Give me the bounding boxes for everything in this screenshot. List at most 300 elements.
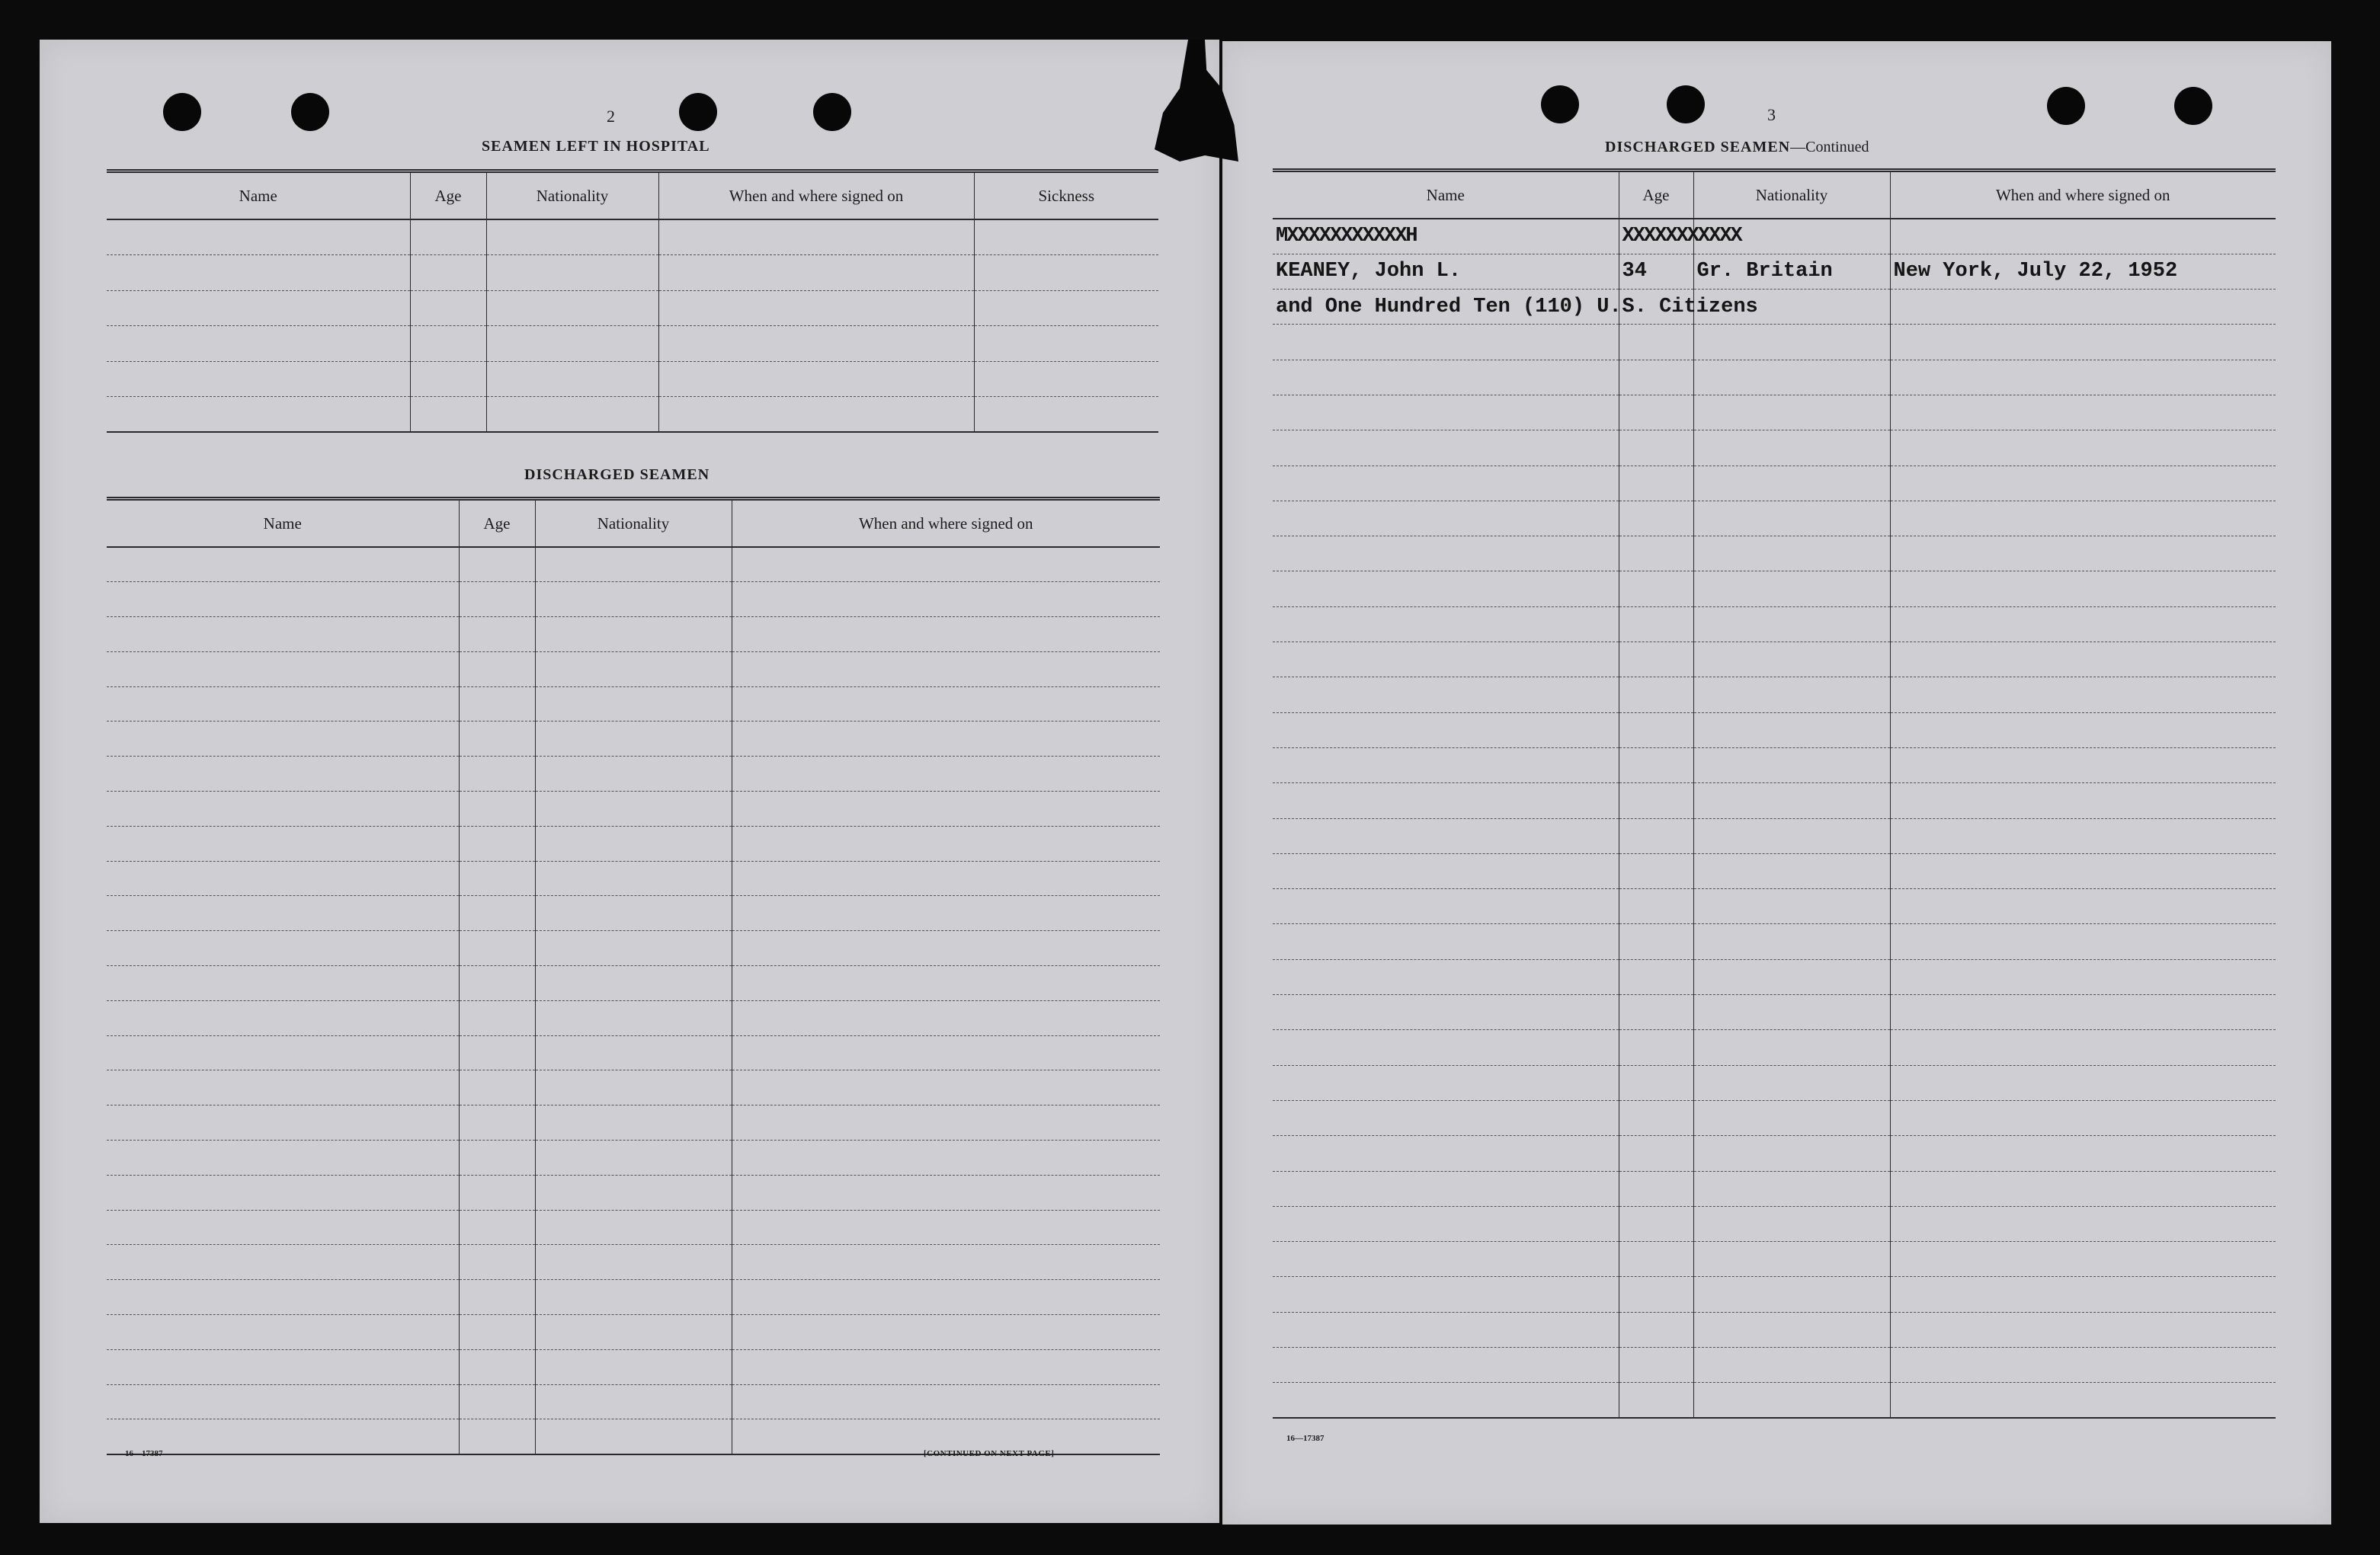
column-header-when-and-where-signed-on: When and where signed on [732,499,1160,548]
table-cell-signed-on [732,966,1160,1001]
punch-hole [679,93,717,131]
table-cell-nationality [486,290,658,326]
table-row [107,826,1160,861]
table-cell-age [459,826,535,861]
table-cell-signed-on [1890,1100,2276,1135]
table-cell-nationality [1693,924,1890,959]
table-cell-nationality [535,826,732,861]
table-row [1273,747,2276,782]
table-cell-signed-on [732,792,1160,827]
table-cell-age [410,290,486,326]
table-cell-name [1273,1242,1619,1277]
table-cell-nationality [486,361,658,397]
table-cell-signed-on [1890,747,2276,782]
table-cell-name [1273,1171,1619,1206]
table-row [107,326,1158,362]
table-row [1273,219,2276,254]
column-header-age: Age [459,499,535,548]
table-row [107,651,1160,686]
table-cell-name [1273,1030,1619,1065]
table-row [107,896,1160,931]
table-cell-age [459,1245,535,1280]
table-row [1273,430,2276,466]
table-cell-name [1273,1100,1619,1135]
table-cell-nationality [486,397,658,433]
table-row [1273,1136,2276,1171]
table-cell-name [1273,1065,1619,1100]
table-row [1273,1383,2276,1418]
table-cell-signed-on [1890,466,2276,501]
table-row [1273,571,2276,606]
column-header-when-and-where-signed-on: When and where signed on [658,171,974,220]
table-row [1273,889,2276,924]
table-cell-age [1619,1171,1693,1206]
table-cell-nationality [486,255,658,291]
table-row [107,1141,1160,1176]
table-cell-name [107,722,459,757]
table-cell-age [1619,466,1693,501]
table-cell-nationality [535,686,732,722]
table-cell-age [459,1000,535,1035]
table-cell-nationality [535,861,732,896]
table-cell-signed-on [1890,290,2276,325]
table-cell-signed-on [1890,1242,2276,1277]
table-cell-age [410,326,486,362]
table-cell-age [1619,1065,1693,1100]
title-suffix: —Continued [1790,139,1869,155]
table-cell-age [459,1175,535,1210]
table-cell-name [107,255,410,291]
table-cell-signed-on [1890,1206,2276,1241]
table-cell-name [107,1175,459,1210]
table-cell-age [1619,1100,1693,1135]
table-row [107,1384,1160,1419]
table-cell-nationality [1693,466,1890,501]
table-cell-nationality [535,1245,732,1280]
table-cell-age [1619,1136,1693,1171]
column-header-nationality: Nationality [535,499,732,548]
table-cell-nationality [1693,606,1890,642]
table-cell-signed-on [732,1035,1160,1070]
table-cell-name [1273,1312,1619,1347]
table-cell-age [459,1349,535,1384]
table-cell-name [1273,889,1619,924]
table-cell-signed-on [732,651,1160,686]
table-cell-age [459,931,535,966]
table-cell-signed-on [1890,1348,2276,1383]
table-cell-signed-on [732,1070,1160,1105]
table-cell-signed-on [732,1105,1160,1141]
table-cell-name [1273,1383,1619,1418]
table-cell-age [1619,995,1693,1030]
table-row [107,1105,1160,1141]
table-cell-age [459,1315,535,1350]
table-cell-signed-on [732,1384,1160,1419]
table-cell-col4 [974,290,1158,326]
table-cell-name [1273,571,1619,606]
hospital-section-title: SEAMEN LEFT IN HOSPITAL [482,138,710,155]
table-cell-nationality [486,219,658,255]
table-cell-age: XXXXXXXXXXX [1619,219,1693,254]
table-row [107,361,1158,397]
column-header-age: Age [1619,171,1693,219]
table-cell-signed-on [732,582,1160,617]
table-cell-name [1273,536,1619,571]
table-cell-name [107,1210,459,1245]
table-cell-age [1619,536,1693,571]
table-row [1273,853,2276,888]
table-cell-name [1273,360,1619,395]
table-cell-signed-on [1890,853,2276,888]
table-cell-nationality [1693,1277,1890,1312]
table-row [1273,466,2276,501]
table-cell-age [1619,677,1693,712]
table-cell-nationality [535,651,732,686]
table-cell-signed-on [1890,360,2276,395]
table-cell-signed-on [732,1280,1160,1315]
discharged-continued-table [1273,168,2276,1419]
table-row [107,617,1160,652]
table-cell-signed-on [732,931,1160,966]
table-cell-nationality [1693,677,1890,712]
table-cell-signed-on [1890,1030,2276,1065]
table-cell-nationality [535,1419,732,1454]
table-cell-age [1619,1030,1693,1065]
table-cell-nationality [1693,783,1890,818]
table-cell-signed-on [732,861,1160,896]
table-cell-age [1619,430,1693,466]
table-cell-name [1273,959,1619,994]
table-cell-age [459,547,535,582]
table-cell-name [107,1245,459,1280]
table-cell-nationality [535,547,732,582]
table-cell-signed-on [1890,1312,2276,1347]
table-cell-signed-on [1890,536,2276,571]
table-cell-age [459,1070,535,1105]
table-cell-signed-on [1890,1171,2276,1206]
table-cell-signed-on [1890,677,2276,712]
table-cell-name [1273,642,1619,677]
table-cell-signed-on [732,1210,1160,1245]
hospital-header-row [107,171,1158,220]
table-cell-age [459,861,535,896]
table-cell-name [1273,466,1619,501]
table-cell-nationality [1693,1030,1890,1065]
table-cell-nationality [535,582,732,617]
table-cell-nationality [1693,1312,1890,1347]
table-cell-name [107,219,410,255]
table-cell-name [107,1384,459,1419]
table-cell-nationality [1693,571,1890,606]
table-cell-nationality [1693,853,1890,888]
table-cell-name [1273,747,1619,782]
table-cell-signed-on [1890,1277,2276,1312]
table-cell-age [459,582,535,617]
table-cell-nationality [535,1105,732,1141]
table-cell-age [1619,1348,1693,1383]
table-cell-name [107,1315,459,1350]
left-page [40,40,1219,1523]
table-cell-nationality [535,1210,732,1245]
table-cell-nationality [535,722,732,757]
table-row [107,1070,1160,1105]
table-cell-nationality [535,1315,732,1350]
table-cell-signed-on [732,757,1160,792]
table-row [107,219,1158,255]
page-number: 3 [1767,105,1776,124]
continued-header-row [1273,171,2276,219]
table-cell-name: MXXXXXXXXXXXH [1273,219,1619,254]
table-cell-name [107,326,410,362]
table-cell-age [459,651,535,686]
table-cell-signed-on [658,361,974,397]
table-cell-name [1273,606,1619,642]
continued-note: [CONTINUED ON NEXT PAGE] [924,1449,1055,1458]
table-cell-name [107,757,459,792]
form-number: 16—17387 [1286,1434,1325,1443]
table-cell-name [107,1105,459,1141]
table-row [107,1175,1160,1210]
table-cell-name [1273,818,1619,853]
table-cell-nationality [1693,1383,1890,1418]
table-row [1273,360,2276,395]
title-text: DISCHARGED SEAMEN [1605,139,1791,155]
table-cell-name [107,1070,459,1105]
table-cell-name [1273,1136,1619,1171]
table-row [1273,325,2276,360]
table-cell-name [1273,1206,1619,1241]
form-number: 16—17387 [125,1449,163,1458]
table-cell-name [107,896,459,931]
table-cell-signed-on [732,1000,1160,1035]
table-row [1273,1277,2276,1312]
table-cell-age [459,722,535,757]
table-cell-name [107,966,459,1001]
table-cell-age [410,397,486,433]
table-cell-signed-on [1890,959,2276,994]
table-cell-name [107,1035,459,1070]
table-cell-age [459,686,535,722]
table-row [107,722,1160,757]
table-cell-age [1619,642,1693,677]
table-row [1273,1206,2276,1241]
table-cell-nationality [1693,959,1890,994]
table-cell-nationality [535,1141,732,1176]
table-row [107,397,1158,433]
table-cell-signed-on [732,547,1160,582]
table-cell-nationality [1693,1206,1890,1241]
table-cell-signed-on [1890,889,2276,924]
table-row [1273,1242,2276,1277]
table-row [107,966,1160,1001]
table-cell-nationality: Gr. Britain [1693,254,1890,289]
table-cell-age [459,1210,535,1245]
table-row [1273,290,2276,325]
table-cell-signed-on [658,397,974,433]
table-cell-signed-on [658,326,974,362]
table-cell-name [1273,712,1619,747]
table-cell-age [1619,395,1693,430]
table-cell-age [1619,1312,1693,1347]
table-cell-name [1273,783,1619,818]
table-cell-signed-on [658,290,974,326]
table-cell-nationality [535,896,732,931]
table-cell-name [107,617,459,652]
table-cell-name [107,861,459,896]
table-cell-name [1273,395,1619,430]
table-cell-age [1619,783,1693,818]
column-header-name: Name [107,171,410,220]
table-cell-nationality [1693,818,1890,853]
table-row [107,1210,1160,1245]
table-cell-nationality [535,1280,732,1315]
table-cell-nationality [1693,430,1890,466]
punch-hole [1667,85,1705,123]
discharged-section-title: DISCHARGED SEAMEN [524,466,710,483]
table-row [1273,1171,2276,1206]
table-cell-name [107,547,459,582]
table-cell-name [1273,853,1619,888]
table-row [1273,677,2276,712]
table-cell-nationality [1693,1100,1890,1135]
column-header-sickness: Sickness [974,171,1158,220]
table-cell-signed-on [732,826,1160,861]
table-cell-signed-on [1890,219,2276,254]
table-cell-nationality [535,792,732,827]
table-cell-age [459,966,535,1001]
table-row [107,290,1158,326]
table-cell-age [459,1141,535,1176]
table-cell-signed-on [1890,642,2276,677]
table-cell-nationality [535,1175,732,1210]
table-cell-signed-on [1890,924,2276,959]
table-cell-col4 [974,326,1158,362]
table-cell-age [1619,325,1693,360]
table-cell-signed-on [1890,606,2276,642]
punch-hole [291,93,329,131]
table-cell-age [1619,853,1693,888]
table-cell-age [459,1105,535,1141]
table-row [107,582,1160,617]
column-header-when-and-where-signed-on: When and where signed on [1890,171,2276,219]
table-cell-age [459,1384,535,1419]
table-row [1273,712,2276,747]
table-cell-age [1619,818,1693,853]
table-cell-name [1273,1348,1619,1383]
table-cell-age: S. Citizens [1619,290,1693,325]
discharged-header-row [107,499,1160,548]
table-row [107,1245,1160,1280]
table-cell-age [1619,606,1693,642]
table-cell-signed-on [1890,1065,2276,1100]
table-cell-name [1273,924,1619,959]
table-cell-signed-on [732,896,1160,931]
table-cell-signed-on [1890,430,2276,466]
table-cell-age [1619,1383,1693,1418]
table-row [107,1000,1160,1035]
table-cell-signed-on [732,1141,1160,1176]
table-row [1273,783,2276,818]
table-cell-nationality [535,1035,732,1070]
table-cell-nationality [535,1000,732,1035]
table-cell-signed-on [1890,995,2276,1030]
table-cell-age [410,255,486,291]
punch-hole [1541,85,1579,123]
table-row [107,931,1160,966]
discharged-table [107,497,1160,1455]
punch-hole [2174,87,2212,125]
table-row [107,792,1160,827]
table-cell-age [1619,747,1693,782]
table-cell-nationality [535,931,732,966]
right-page [1222,41,2331,1525]
table-cell-age [1619,1242,1693,1277]
table-cell-age [459,1280,535,1315]
table-row [1273,818,2276,853]
table-cell-signed-on [1890,325,2276,360]
table-row [1273,501,2276,536]
column-header-nationality: Nationality [1693,171,1890,219]
table-cell-nationality [535,1070,732,1105]
table-cell-signed-on [732,1349,1160,1384]
table-cell-name [107,290,410,326]
column-header-nationality: Nationality [486,171,658,220]
table-cell-nationality [1693,325,1890,360]
table-row [1273,959,2276,994]
table-cell-nationality [1693,1171,1890,1206]
table-row [107,861,1160,896]
table-cell-age [1619,712,1693,747]
column-header-age: Age [410,171,486,220]
table-cell-age [1619,501,1693,536]
table-cell-signed-on [1890,571,2276,606]
table-cell-name [1273,677,1619,712]
table-cell-signed-on [1890,501,2276,536]
table-row [107,1349,1160,1384]
table-row [107,686,1160,722]
table-cell-col4 [974,361,1158,397]
table-cell-age [459,1035,535,1070]
table-cell-nationality [535,757,732,792]
table-cell-name [1273,430,1619,466]
table-row [1273,924,2276,959]
table-cell-age [1619,1277,1693,1312]
table-row [1273,254,2276,289]
table-cell-name [1273,501,1619,536]
table-cell-signed-on [732,722,1160,757]
table-cell-col4 [974,397,1158,433]
table-cell-signed-on [1890,818,2276,853]
table-cell-nationality [1693,747,1890,782]
table-cell-signed-on [658,255,974,291]
table-cell-nationality [1693,995,1890,1030]
table-row [107,547,1160,582]
table-row [1273,995,2276,1030]
table-cell-signed-on [732,1245,1160,1280]
table-cell-name [107,792,459,827]
table-cell-age: 34 [1619,254,1693,289]
table-row [1273,536,2276,571]
table-cell-nationality [1693,1242,1890,1277]
table-cell-signed-on [1890,395,2276,430]
discharged-continued-title [1605,139,1869,156]
table-cell-name [107,1000,459,1035]
table-cell-age [1619,924,1693,959]
table-cell-nationality [535,1384,732,1419]
table-cell-name [107,582,459,617]
table-cell-signed-on [732,1315,1160,1350]
punch-hole [813,93,851,131]
